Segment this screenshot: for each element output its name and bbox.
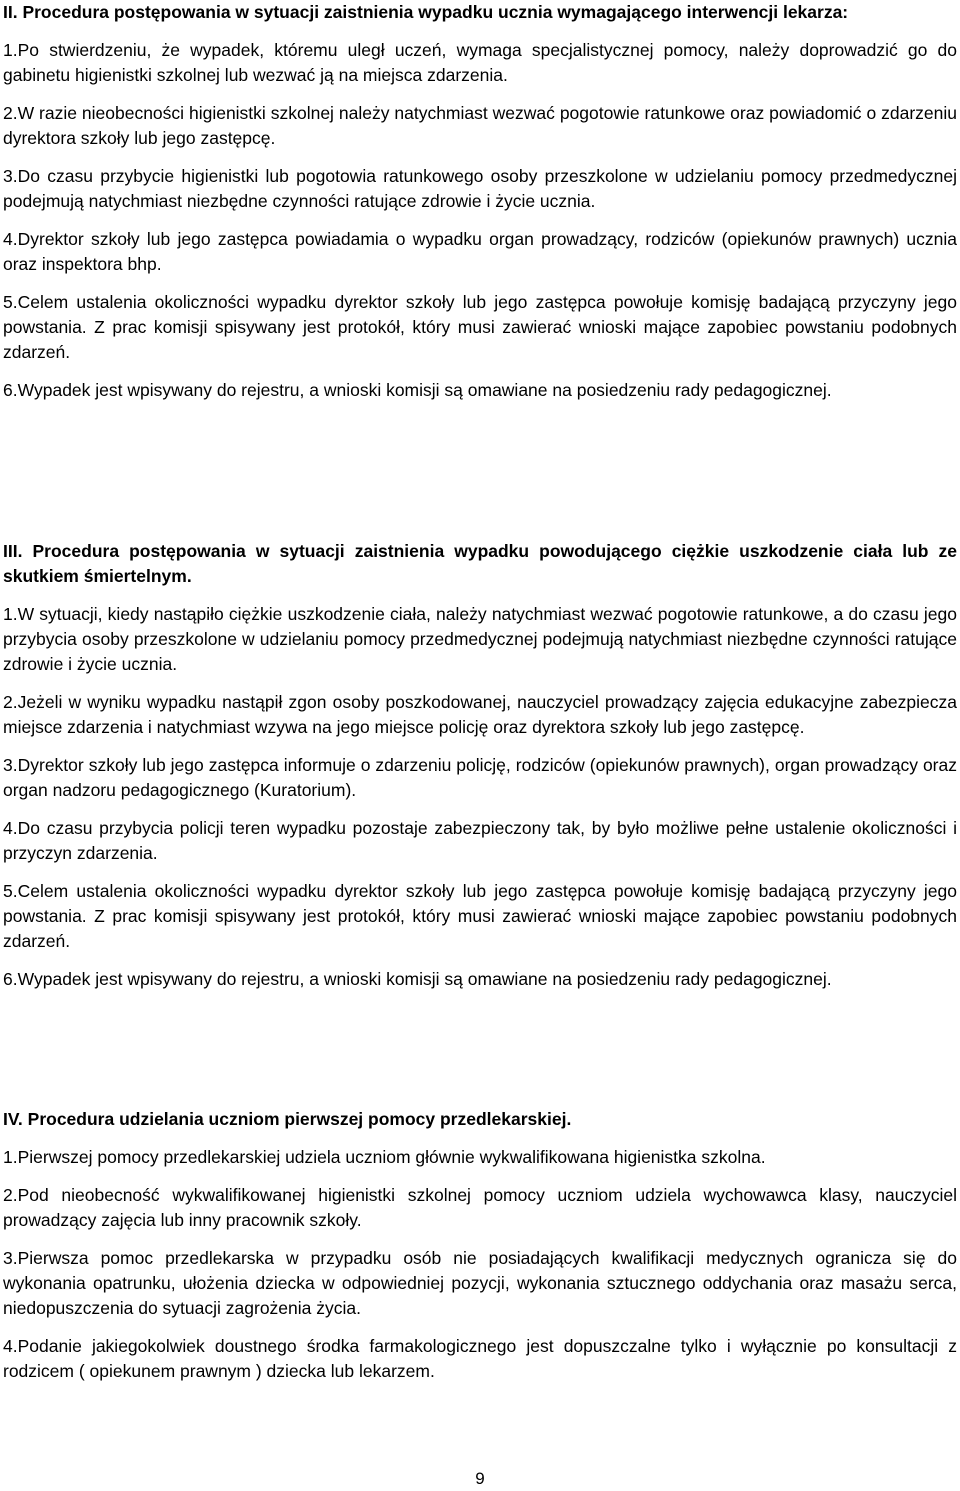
section-heading: II. Procedura postępowania w sytuacji zaistnienia wypadku ucznia wymagającego interwencji lekarza: [3, 2, 849, 22]
list-item: 1.Pierwszej pomocy przedlekarskiej udziela uczniom głównie wykwalifikowana higienistka szkolna. [3, 1147, 766, 1167]
list-item: 3.Dyrektor szkoły lub jego zastępca informuje o zdarzeniu policję, rodziców (opiekunów prawnych), organ prowadzący oraz organ nadzoru pedagogicznego (Kuratorium). [3, 755, 957, 800]
list-item: 5.Celem ustalenia okoliczności wypadku dyrektor szkoły lub jego zastępca powołuje komisję badającą przyczyny jego powstania. Z prac komisji spisywany jest protokół, który musi zawierać wnioski mające zapobiec powstaniu podobnych zdarzeń. [3, 881, 957, 951]
list-item: 1.Po stwierdzeniu, że wypadek, któremu uległ uczeń, wymaga specjalistycznej pomocy, należy doprowadzić go do gabinetu higienistki szkolnej lub wezwać ją na miejsca zdarzenia. [3, 40, 957, 85]
list-item: 2.W razie nieobecności higienistki szkolnej należy natychmiast wezwać pogotowie ratunkowe oraz powiadomić o zdarzeniu dyrektora szkoły lub jego zastępcę. [3, 103, 957, 148]
list-item: 5.Celem ustalenia okoliczności wypadku dyrektor szkoły lub jego zastępca powołuje komisję badającą przyczyny jego powstania. Z prac komisji spisywany jest protokół, który musi zawierać wnioski mające zapobiec powstaniu podobnych zdarzeń. [3, 292, 957, 362]
section-heading: IV. Procedura udzielania uczniom pierwszej pomocy przedlekarskiej. [3, 1109, 572, 1129]
section-heading: III. Procedura postępowania w sytuacji zaistnienia wypadku powodującego ciężkie uszkodzenie ciała lub ze skutkiem śmiertelnym. [3, 541, 957, 586]
list-item: 6.Wypadek jest wpisywany do rejestru, a wnioski komisji są omawiane na posiedzeniu rady pedagogicznej. [3, 380, 832, 400]
list-item: 4.Do czasu przybycia policji teren wypadku pozostaje zabezpieczony tak, by było możliwe pełne ustalenie okoliczności i przyczyn zdarzenia. [3, 818, 957, 863]
list-item: 3.Pierwsza pomoc przedlekarska w przypadku osób nie posiadających kwalifikacji medycznych ogranicza się do wykonania opatrunku, ułożenia dziecka w odpowiedniej pozycji, wykonania sztucznego oddychania oraz masażu serca, niedopuszczenia do sytuacji zagrożenia życia. [3, 1248, 957, 1318]
section-ii [3, 0, 957, 403]
list-item: 6.Wypadek jest wpisywany do rejestru, a wnioski komisji są omawiane na posiedzeniu rady pedagogicznej. [3, 969, 832, 989]
list-item: 1.W sytuacji, kiedy nastąpiło ciężkie uszkodzenie ciała, należy natychmiast wezwać pogotowie ratunkowe, a do czasu jego przybycia osoby przeszkolone w udzielaniu pomocy przedmedycznej podejmują natychmiast niezbędne czynności ratujące zdrowie i życie ucznia. [3, 604, 957, 674]
list-item: 3.Do czasu przybycie higienistki lub pogotowia ratunkowego osoby przeszkolone w udzielaniu pomocy przedmedycznej podejmują natychmiast niezbędne czynności ratujące zdrowie i życie ucznia. [3, 166, 957, 211]
list-item: 4.Dyrektor szkoły lub jego zastępca powiadamia o wypadku organ prowadzący, rodziców (opiekunów prawnych) ucznia oraz inspektora bhp. [3, 229, 957, 274]
list-item: 4.Podanie jakiegokolwiek doustnego środka farmakologicznego jest dopuszczalne tylko i wyłącznie po konsultacji z rodzicem ( opiekunem prawnym ) dziecka lub lekarzem. [3, 1336, 957, 1381]
section-iv [3, 1107, 957, 1384]
section-iii [3, 539, 957, 992]
list-item: 2.Pod nieobecność wykwalifikowanej higienistki szkolnej pomocy uczniom udziela wychowawca klasy, nauczyciel prowadzący zajęcia lub inny pracownik szkoły. [3, 1185, 957, 1230]
page-number: 9 [475, 1469, 485, 1488]
list-item: 2.Jeżeli w wyniku wypadku nastąpił zgon osoby poszkodowanej, nauczyciel prowadzący zajęcia edukacyjne zabezpiecza miejsce zdarzenia i natychmiast wzywa na jego miejsce policję oraz dyrektora szkoły lub jego zastępcę. [3, 692, 957, 737]
